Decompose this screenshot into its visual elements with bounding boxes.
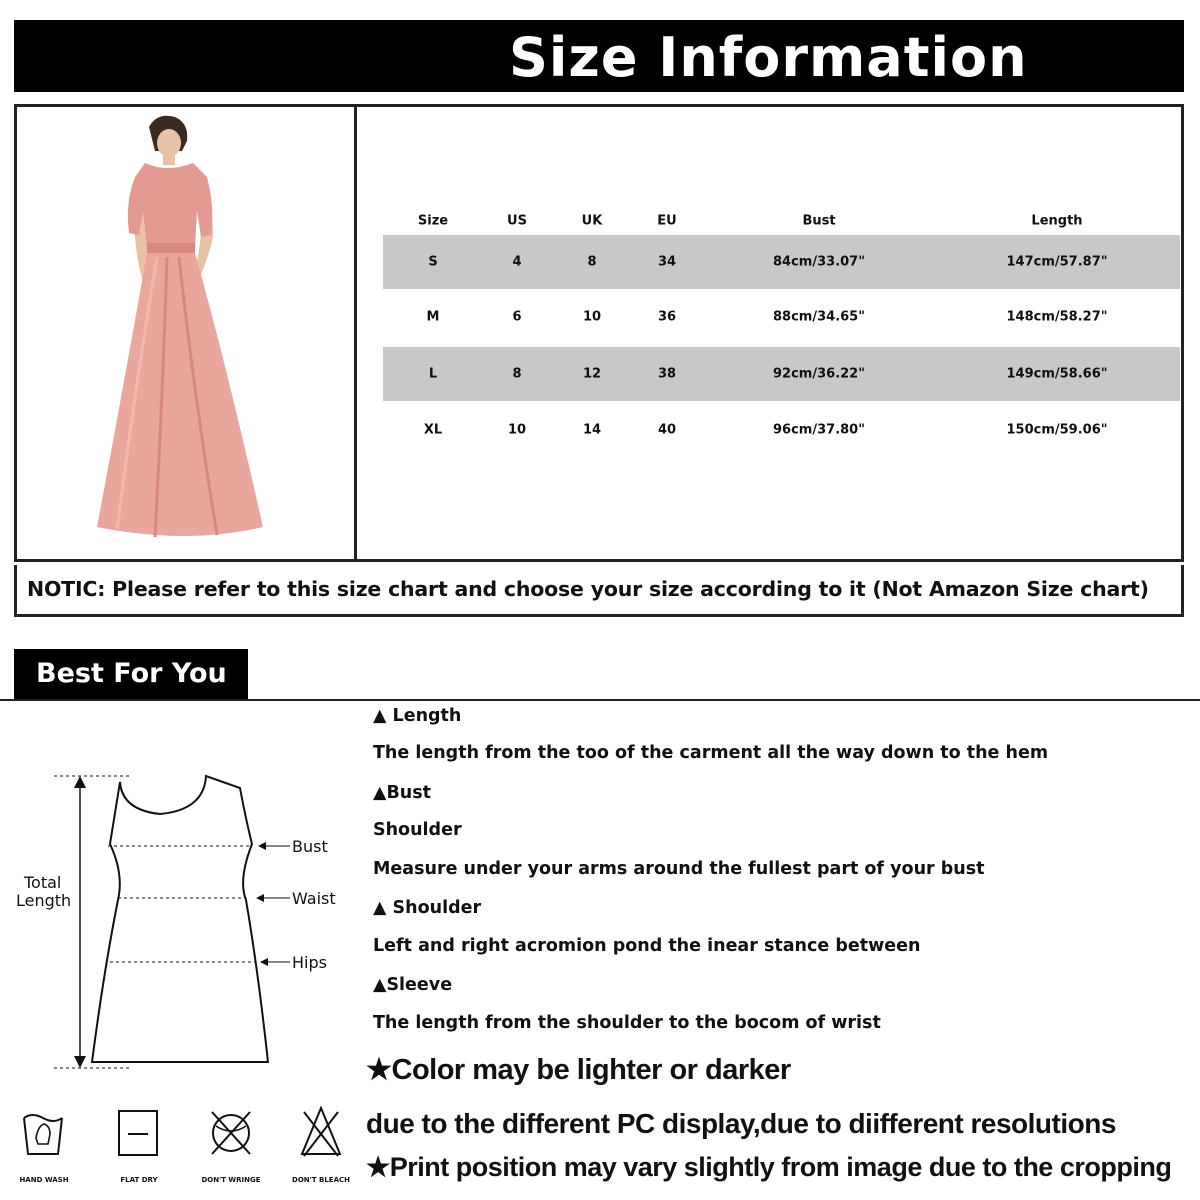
product-photo [17,107,357,559]
table-cell: 149cm/58.66" [1006,366,1108,382]
care-label: FLAT DRY [120,1176,158,1184]
shoulder-description: Left and right acromion pond the inear stance between [373,936,921,956]
table-cell: M [426,309,440,325]
column-header: Size [417,213,449,229]
table-row [373,403,1181,457]
table-cell: 88cm/34.65" [773,309,865,325]
notice-box [14,565,1184,617]
size-table-header [373,209,1181,233]
total-length-label-line2: Length [16,891,72,910]
hips-label: Hips [292,953,327,972]
care-label: HAND WASH [19,1176,69,1184]
column-header: UK [581,213,603,229]
best-for-you-title: Best For You [36,658,227,689]
sleeve-heading: ▲Sleeve [373,975,453,995]
table-row [383,235,1180,289]
table-cell: 84cm/33.07" [773,254,865,270]
shoulder-heading: ▲ Shoulder [373,898,482,918]
table-cell: S [428,254,438,270]
table-cell: 10 [582,309,602,325]
flat-dry-icon [116,1108,162,1160]
divider [0,699,1200,701]
header-bar [14,20,1184,92]
table-cell: 96cm/37.80" [773,422,865,438]
do-not-bleach-icon [298,1104,344,1160]
table-row [373,290,1181,344]
table-cell: 40 [657,422,677,438]
total-length-label-line1: Total [24,873,62,892]
hand-wash-icon [20,1104,66,1162]
table-row [383,347,1180,401]
table-cell: 38 [657,366,677,382]
table-cell: 147cm/57.87" [1006,254,1108,270]
table-cell: 14 [582,422,602,438]
print-note: ★Print position may vary slightly from image due to the cropping [366,1152,1172,1182]
bust-label: Bust [292,837,328,856]
measurement-diagram [10,770,350,1070]
column-header: US [507,213,527,229]
table-cell: 150cm/59.06" [1006,422,1108,438]
table-cell: 92cm/36.22" [773,366,865,382]
size-table [373,107,1181,559]
column-header: EU [657,213,677,229]
waist-label: Waist [292,889,336,908]
table-cell: 6 [512,309,522,325]
bust-heading: ▲Bust [373,783,432,803]
table-cell: 8 [512,366,522,382]
table-cell: 10 [507,422,527,438]
color-note: ★Color may be lighter or darker [366,1054,791,1086]
best-for-you-tab [14,649,248,700]
length-heading: ▲ Length [373,706,462,726]
notice-text: NOTIC: Please refer to this size chart and choose your size according to it (Not Amazon Size chart) [27,577,1149,601]
care-label: DON'T BLEACH [292,1176,350,1184]
bust-description: Measure under your arms around the fullest part of your bust [373,859,985,879]
table-cell: 148cm/58.27" [1006,309,1108,325]
table-cell: 36 [657,309,677,325]
dress-model-image [17,107,354,559]
table-cell: 4 [512,254,522,270]
care-label: DON'T WRINGE [201,1176,261,1184]
table-cell: 12 [582,366,602,382]
do-not-wring-icon [206,1106,256,1160]
column-header: Bust [802,213,836,229]
table-cell: 8 [587,254,597,270]
table-cell: L [428,366,438,382]
page-title: Size Information [509,26,1028,89]
table-cell: XL [423,422,443,438]
size-chart-box [14,104,1184,562]
table-cell: 34 [657,254,677,270]
display-note: due to the different PC display,due to diifferent resolutions [366,1108,1116,1139]
shoulder-label: Shoulder [373,820,462,840]
sleeve-description: The length from the shoulder to the bocom of wrist [373,1013,881,1033]
column-header: Length [1031,213,1083,229]
length-description: The length from the too of the carment all the way down to the hem [373,743,1049,763]
